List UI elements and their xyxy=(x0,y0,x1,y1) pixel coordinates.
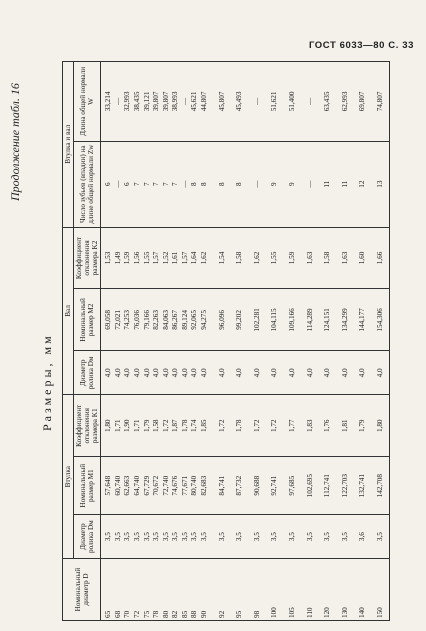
cell-teeth-count-zw: — xyxy=(249,141,267,227)
cell-nominal-size-m2: 102,281 xyxy=(249,289,267,351)
cell-roller-diameter-sleeve: 3,5 xyxy=(266,515,284,559)
cell-nominal-size-m2: 69,058 72,021 74,253 76,036 79,166 82,263 84,063 86,267 89,124 92,065 94,275 xyxy=(101,289,214,351)
cell-roller-diameter-sleeve: 3,6 xyxy=(354,515,372,559)
cell-nominal-size-m2: 154,306 xyxy=(372,289,390,351)
cell-nominal-diameter: 140 xyxy=(354,559,372,621)
cell-common-normal-length-w: — xyxy=(249,62,267,142)
cell-nominal-size-m1: 84,741 xyxy=(214,457,232,515)
cell-nominal-size-m1: 97,685 xyxy=(284,457,302,515)
cell-common-normal-length-w: 74,807 xyxy=(372,62,390,142)
table-row xyxy=(249,62,267,621)
cell-roller-diameter-shaft: 4,0 xyxy=(319,351,337,395)
header-common-normal-length-w: Длина общей нормали W xyxy=(74,62,101,142)
cell-deviation-k2: 1,63 xyxy=(302,227,320,289)
cell-deviation-k1: 1,83 xyxy=(302,395,320,457)
cell-deviation-k1: 1,72 xyxy=(249,395,267,457)
cell-nominal-diameter: 65 68 70 72 75 78 80 82 85 88 90 xyxy=(101,559,214,621)
cell-roller-diameter-shaft: 4,0 4,0 4,0 4,0 4,0 4,0 4,0 4,0 4,0 4,0 4,0 xyxy=(101,351,214,395)
cell-teeth-count-zw: — xyxy=(302,141,320,227)
header-nominal-size-m1: Номинальный размер M1 xyxy=(74,457,101,515)
cell-deviation-k1: 1,77 xyxy=(284,395,302,457)
cell-nominal-diameter: 150 xyxy=(372,559,390,621)
cell-deviation-k2: 1,59 xyxy=(284,227,302,289)
table-row xyxy=(337,62,355,621)
cell-nominal-size-m1: 112,741 xyxy=(319,457,337,515)
cell-roller-diameter-sleeve: 3,5 xyxy=(302,515,320,559)
table-row xyxy=(101,62,214,621)
cell-nominal-size-m2: 104,115 xyxy=(266,289,284,351)
cell-deviation-k2: 1,58 xyxy=(231,227,249,289)
cell-nominal-size-m1: 90,688 xyxy=(249,457,267,515)
table-row xyxy=(214,62,232,621)
cell-deviation-k2: 1,58 xyxy=(319,227,337,289)
cell-roller-diameter-sleeve: 3,5 xyxy=(214,515,232,559)
cell-teeth-count-zw: 9 xyxy=(266,141,284,227)
standard-number: ГОСТ 6033—80 С. 33 xyxy=(308,40,414,51)
cell-deviation-k1: 1,81 xyxy=(337,395,355,457)
table-caption: Продолжение табл. 16 xyxy=(8,83,22,201)
cell-teeth-count-zw: 8 xyxy=(231,141,249,227)
cell-deviation-k2: 1,66 xyxy=(372,227,390,289)
cell-deviation-k1: 1,76 xyxy=(319,395,337,457)
header-nominal-size-m2: Номинальный размер M2 xyxy=(74,289,101,351)
cell-nominal-size-m1: 87,732 xyxy=(231,457,249,515)
cell-common-normal-length-w: 51,621 xyxy=(266,62,284,142)
cell-roller-diameter-sleeve: 3,5 xyxy=(231,515,249,559)
header-group-sleeve-and-shaft: Втулка и вал xyxy=(63,62,74,228)
cell-nominal-size-m2: 144,177 xyxy=(354,289,372,351)
cell-common-normal-length-w: — xyxy=(302,62,320,142)
cell-teeth-count-zw: 8 xyxy=(214,141,232,227)
cell-common-normal-length-w: 45,493 xyxy=(231,62,249,142)
cell-deviation-k1: 1,72 xyxy=(214,395,232,457)
table-row xyxy=(302,62,320,621)
header-deviation-k1: Коэффициент отклонения размера K1 xyxy=(74,395,101,457)
cell-common-normal-length-w: 63,435 xyxy=(319,62,337,142)
table-row xyxy=(231,62,249,621)
cell-nominal-size-m2: 134,299 xyxy=(337,289,355,351)
cell-roller-diameter-sleeve: 3,5 xyxy=(319,515,337,559)
cell-common-normal-length-w: 33,214 — 32,993 38,435 39,121 39,807 39,807 38,993 — 45,621 44,807 xyxy=(101,62,214,142)
cell-teeth-count-zw: 12 xyxy=(354,141,372,227)
cell-roller-diameter-shaft: 4,0 xyxy=(302,351,320,395)
header-nominal-diameter: Номинальный диаметр D xyxy=(63,559,101,621)
table-row xyxy=(354,62,372,621)
cell-roller-diameter-shaft: 4,0 xyxy=(231,351,249,395)
header-group-shaft: Вал xyxy=(63,227,74,395)
cell-deviation-k2: 1,63 xyxy=(337,227,355,289)
cell-nominal-diameter: 120 xyxy=(319,559,337,621)
cell-nominal-size-m1: 132,741 xyxy=(354,457,372,515)
cell-roller-diameter-sleeve: 3,5 xyxy=(284,515,302,559)
table-row xyxy=(284,62,302,621)
cell-nominal-size-m2: 114,289 xyxy=(302,289,320,351)
table-row xyxy=(372,62,390,621)
cell-deviation-k2: 1,54 xyxy=(214,227,232,289)
header-roller-diameter-shaft: Диаметр ролика Dм xyxy=(74,351,101,395)
header-roller-diameter-sleeve: Диаметр ролика Dм xyxy=(74,515,101,559)
table-row xyxy=(266,62,284,621)
cell-teeth-count-zw: 11 xyxy=(319,141,337,227)
table-title: Размеры, мм xyxy=(40,333,54,431)
cell-deviation-k2: 1,55 xyxy=(266,227,284,289)
cell-nominal-diameter: 100 xyxy=(266,559,284,621)
cell-nominal-diameter: 92 xyxy=(214,559,232,621)
cell-nominal-size-m1: 57,648 60,740 62,663 64,740 67,729 70,672 72,740 74,676 77,671 80,740 82,683 xyxy=(101,457,214,515)
cell-deviation-k2: 1,62 xyxy=(249,227,267,289)
cell-nominal-size-m2: 99,202 xyxy=(231,289,249,351)
cell-roller-diameter-sleeve: 3,5 3,5 3,5 3,5 3,5 3,5 3,5 3,5 3,5 3,5 3,5 xyxy=(101,515,214,559)
cell-common-normal-length-w: 62,993 xyxy=(337,62,355,142)
cell-roller-diameter-sleeve: 3,5 xyxy=(372,515,390,559)
cell-nominal-size-m1: 142,708 xyxy=(372,457,390,515)
cell-roller-diameter-shaft: 4,0 xyxy=(337,351,355,395)
cell-nominal-diameter: 98 xyxy=(249,559,267,621)
cell-nominal-size-m2: 96,096 xyxy=(214,289,232,351)
cell-common-normal-length-w: 45,807 xyxy=(214,62,232,142)
cell-deviation-k2: 1,60 xyxy=(354,227,372,289)
header-teeth-count-zw: Число зубьев (впадин) на длине общей нормали Zw xyxy=(74,141,101,227)
header-deviation-k2: Коэффициент отклонения размера K2 xyxy=(74,227,101,289)
cell-nominal-size-m1: 122,703 xyxy=(337,457,355,515)
cell-roller-diameter-shaft: 4,0 xyxy=(266,351,284,395)
cell-deviation-k1: 1,80 1,71 1,90 1,71 1,79 1,58 1,72 1,87 1,78 1,74 1,85 xyxy=(101,395,214,457)
cell-nominal-diameter: 105 xyxy=(284,559,302,621)
cell-deviation-k1: 1,80 xyxy=(372,395,390,457)
table-body xyxy=(101,62,390,621)
cell-deviation-k2: 1,53 1,49 1,59 1,56 1,55 1,57 1,52 1,61 1,57 1,64 1,62 xyxy=(101,227,214,289)
dimensions-table xyxy=(62,61,390,621)
cell-roller-diameter-shaft: 4,0 xyxy=(284,351,302,395)
cell-teeth-count-zw: 9 xyxy=(284,141,302,227)
cell-roller-diameter-sleeve: 3,5 xyxy=(249,515,267,559)
cell-roller-diameter-sleeve: 3,5 xyxy=(337,515,355,559)
cell-deviation-k1: 1,79 xyxy=(354,395,372,457)
cell-common-normal-length-w: 69,807 xyxy=(354,62,372,142)
cell-nominal-diameter: 110 xyxy=(302,559,320,621)
cell-nominal-size-m1: 102,695 xyxy=(302,457,320,515)
cell-roller-diameter-shaft: 4,0 xyxy=(214,351,232,395)
cell-common-normal-length-w: 51,400 xyxy=(284,62,302,142)
cell-deviation-k1: 1,72 xyxy=(266,395,284,457)
cell-roller-diameter-shaft: 4,0 xyxy=(372,351,390,395)
cell-nominal-diameter: 95 xyxy=(231,559,249,621)
table-row xyxy=(319,62,337,621)
cell-nominal-size-m1: 92,741 xyxy=(266,457,284,515)
cell-nominal-size-m2: 109,166 xyxy=(284,289,302,351)
cell-teeth-count-zw: 6 — 6 7 7 7 7 7 — 8 8 xyxy=(101,141,214,227)
cell-roller-diameter-shaft: 4,0 xyxy=(249,351,267,395)
cell-teeth-count-zw: 11 xyxy=(337,141,355,227)
cell-nominal-diameter: 130 xyxy=(337,559,355,621)
cell-roller-diameter-shaft: 4,0 xyxy=(354,351,372,395)
cell-deviation-k1: 1,78 xyxy=(231,395,249,457)
cell-teeth-count-zw: 13 xyxy=(372,141,390,227)
header-group-sleeve: Втулка xyxy=(63,395,74,559)
cell-nominal-size-m2: 124,151 xyxy=(319,289,337,351)
